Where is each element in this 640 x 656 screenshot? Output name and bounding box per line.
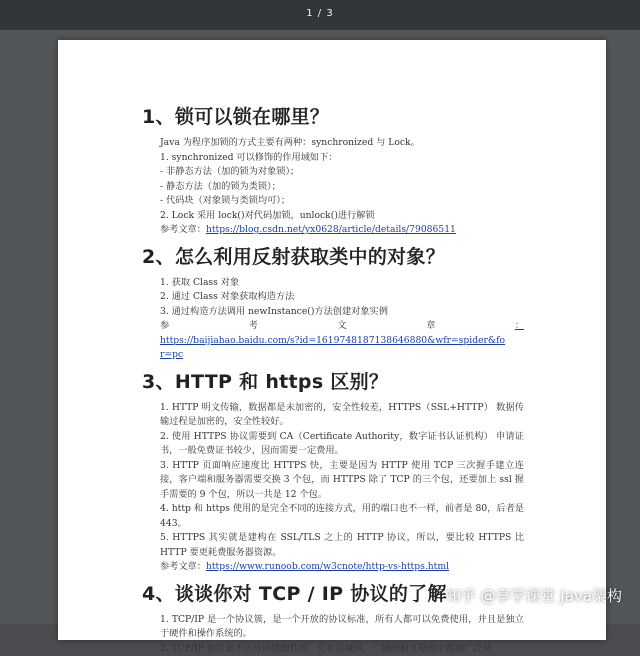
section-2-line: 1. 获取 Class 对象 (160, 276, 524, 291)
section-4-paragraph: 2. TCP/IP 协议是不区分网络硬件的，它在局域网，广域网和互联网中都被广泛使 (160, 642, 524, 656)
section-2-reference-label (160, 319, 524, 334)
section-3-paragraph: 5. HTTPS 其实就是建构在 SSL/TLS 之上的 HTTP 协议，所以，要比较 HTTPS 比 HTTP 要更耗费服务器资源。 (160, 531, 524, 560)
section-1-line: - 静态方法（加的锁为类锁）； (160, 180, 524, 195)
section-4-paragraph: 1. TCP/IP 是一个协议簇，是一个开放的协议标准，所有人都可以免费使用，并且是独立于硬件和操作系统的。 (160, 613, 524, 642)
reference-link[interactable]: https://blog.csdn.net/yx0628/article/details/79086511 (206, 224, 456, 235)
pdf-viewer[interactable] (0, 30, 640, 624)
section-2-line: 3. 通过构造方法调用 newInstance()方法创建对象实例 (160, 305, 524, 320)
reference-link[interactable]: https://baijiahao.baidu.com/s?id=1619748187138646880&wfr=spider&fo (160, 335, 505, 346)
section-3-title: 3、HTTP 和 https 区别？ (142, 369, 524, 395)
section-2-reference-url (160, 334, 524, 349)
reference-label: 参考文章： (160, 224, 206, 235)
reference-char: 章 (426, 319, 435, 334)
document-page (58, 40, 606, 640)
section-3-paragraph: 2. 使用 HTTPS 协议需要到 CA（Certificate Authority，数字证书认证机构） 申请证书，一般免费证书较少，因而需要一定费用。 (160, 430, 524, 459)
reference-char-link[interactable]: ： (515, 319, 524, 334)
section-1-line: 2. Lock 采用 lock()对代码加锁，unlock()进行解锁 (160, 209, 524, 224)
page-content (142, 104, 524, 656)
section-1-line: Java 为程序加锁的方式主要有两种：synchronized 与 Lock。 (160, 136, 524, 151)
page-counter: 1 / 3 (0, 8, 640, 19)
section-1-line: 1. synchronized 可以修饰的作用域如下： (160, 151, 524, 166)
reference-char: 考 (249, 319, 258, 334)
reference-link[interactable]: https://www.runoob.com/w3cnote/http-vs-https.html (206, 561, 449, 572)
reference-char: 文 (337, 319, 346, 334)
pdf-toolbar (0, 0, 640, 30)
reference-link[interactable]: r=pc (160, 349, 183, 360)
section-2-reference-url (160, 348, 524, 363)
reference-char: 参 (160, 319, 169, 334)
section-3-paragraph: 4. http 和 https 使用的是完全不同的连接方式，用的端口也不一样，前者是 80，后者是 443。 (160, 502, 524, 531)
section-1-reference (160, 223, 524, 238)
section-1-line: - 非静态方法（加的锁为对象锁）； (160, 165, 524, 180)
section-3-paragraph: 3. HTTP 页面响应速度比 HTTPS 快，主要是因为 HTTP 使用 TCP 三次握手建立连接，客户端和服务器需要交换 3 个包，而 HTTPS 除了 TCP 的三个包，还要加上 ssl 握手需要的 9 个包，所以一共是 12 个包。 (160, 459, 524, 503)
section-3-reference (160, 560, 524, 575)
watermark: 知乎 @享学课堂 Java架构 (446, 585, 622, 606)
section-1-title: 1、锁可以锁在哪里？ (142, 104, 524, 130)
section-4-title: 4、谈谈你对 TCP / IP 协议的了解 (142, 581, 524, 607)
section-1-line: - 代码块（对象锁与类锁均可）； (160, 194, 524, 209)
section-3-paragraph: 1. HTTP 明文传输，数据都是未加密的，安全性较差，HTTPS（SSL+HTTP） 数据传输过程是加密的，安全性较好。 (160, 401, 524, 430)
section-2-line: 2. 通过 Class 对象获取构造方法 (160, 290, 524, 305)
section-2-title: 2、怎么利用反射获取类中的对象？ (142, 244, 524, 270)
reference-label: 参考文章： (160, 561, 206, 572)
